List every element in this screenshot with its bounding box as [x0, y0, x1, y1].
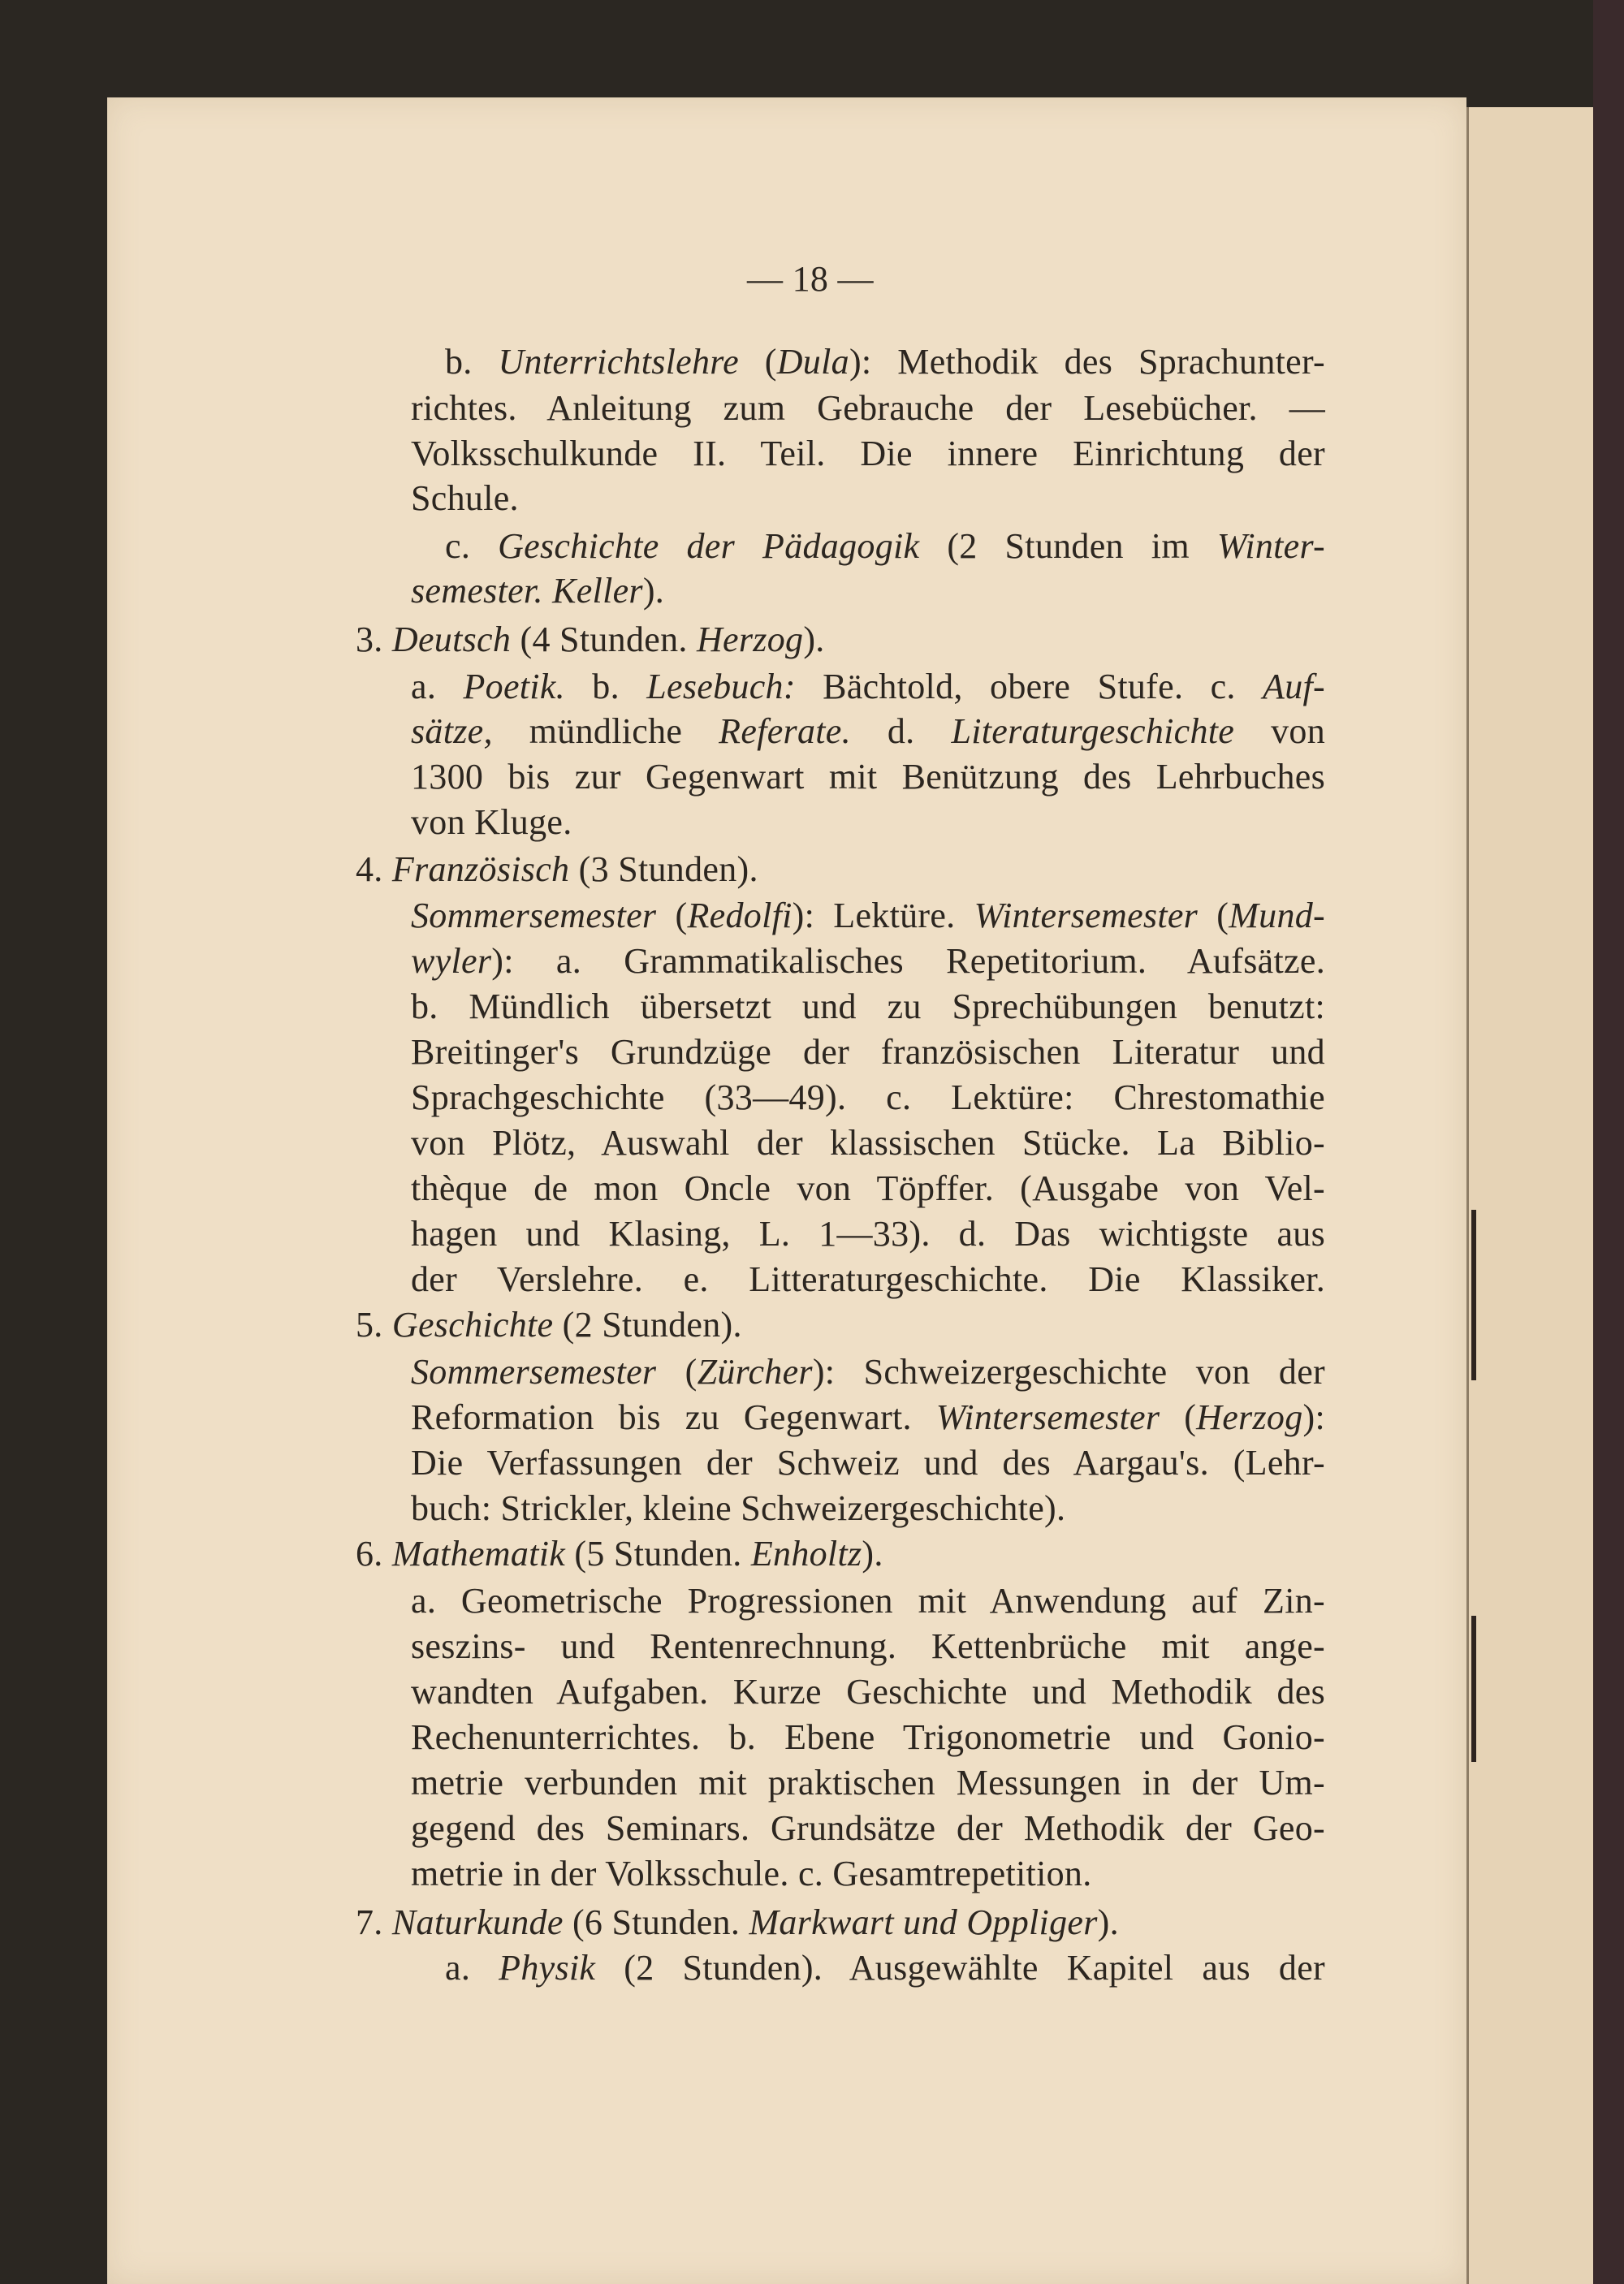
text-run: (2 Stunden im — [919, 526, 1217, 566]
text-line — [411, 1030, 1325, 1075]
text-run: der Verslehre. e. Litteraturgeschichte. Die Klassiker. — [411, 1259, 1325, 1299]
text-line — [411, 1669, 1325, 1715]
text-run: seszins- und Rentenrechnung. Kettenbrüche mit ange- — [411, 1626, 1325, 1666]
text-line — [411, 1486, 1065, 1531]
text-run: (3 Stunden). — [569, 849, 758, 889]
text-line — [411, 476, 519, 521]
text-run: metrie verbunden mit praktischen Messungen in der Um- — [411, 1763, 1325, 1803]
text-run: ). — [642, 571, 665, 611]
binding-mark — [1471, 1210, 1476, 1380]
italic-text: Deutsch — [391, 620, 512, 659]
text-run: Rechenunterrichtes. b. Ebene Trigonometrie und Gonio- — [411, 1717, 1325, 1757]
italic-text: Poetik. — [463, 667, 565, 706]
italic-text: Enholtz — [750, 1534, 862, 1574]
text-run: von Kluge. — [411, 802, 572, 842]
text-line — [411, 1349, 1325, 1395]
text-run: 7. — [356, 1902, 392, 1942]
text-run: ). — [1097, 1902, 1119, 1942]
text-run: (5 Stunden. — [565, 1534, 751, 1574]
italic-text: Naturkunde — [391, 1902, 564, 1942]
text-line — [356, 617, 825, 663]
text-run: ): Lektüre. — [792, 896, 974, 935]
text-run: b. Mündlich übersetzt und zu Sprechübungen benutzt: — [411, 987, 1325, 1026]
text-run: b. — [564, 667, 647, 706]
text-run: wandten Aufgaben. Kurze Geschichte und Methodik des — [411, 1672, 1325, 1712]
text-line — [356, 1900, 1119, 1945]
text-run: 6. — [356, 1534, 392, 1574]
book-cover-edge — [1593, 0, 1624, 2284]
text-run: (6 Stunden. — [563, 1902, 749, 1942]
text-run: Volksschulkunde II. Teil. Die innere Einrichtung der — [411, 434, 1325, 473]
text-run: gegend des Seminars. Grundsätze der Methodik der Geo- — [411, 1808, 1325, 1848]
text-run: 5. — [356, 1305, 392, 1345]
text-line — [411, 1578, 1325, 1624]
text-run: ): a. Grammatikalisches Repetitorium. Aufsätze. — [491, 941, 1325, 981]
text-run: ). — [862, 1534, 883, 1574]
italic-text: Wintersemester — [935, 1397, 1160, 1437]
text-line — [356, 1302, 742, 1348]
text-run: ( — [656, 1352, 698, 1392]
binding-mark — [1471, 1616, 1476, 1762]
italic-text: Physik — [499, 1948, 596, 1988]
text-line — [356, 1531, 883, 1577]
text-run: c. — [445, 526, 499, 566]
italic-text: Winter- — [1216, 526, 1326, 566]
text-line — [411, 1395, 1325, 1440]
text-run: thèque de mon Oncle von Töpffer. (Ausgabe von Vel- — [411, 1168, 1325, 1208]
italic-text: Mathematik — [391, 1534, 566, 1574]
text-line — [411, 664, 1325, 710]
italic-text: Referate. — [719, 711, 851, 751]
italic-text: Geschichte — [391, 1305, 554, 1345]
text-line — [411, 1166, 1325, 1211]
text-line — [411, 1211, 1325, 1257]
italic-text: sätze, — [411, 711, 493, 751]
text-run: Die Verfassungen der Schweiz und des Aargau's. (Lehr- — [411, 1443, 1325, 1483]
text-line — [445, 339, 1325, 385]
text-run: Breitinger's Grundzüge der französischen Literatur und — [411, 1032, 1325, 1072]
text-run: (4 Stunden. — [511, 620, 697, 659]
text-run: a. Geometrische Progressionen mit Anwendung auf Zin- — [411, 1581, 1325, 1621]
italic-text: Herzog — [1196, 1397, 1303, 1437]
text-run: Bächtold, obere Stufe. c. — [795, 667, 1263, 706]
italic-text: Sommersemester — [411, 1352, 657, 1392]
text-run: 1300 bis zur Gegenwart mit Benützung des Lehrbuches — [411, 757, 1325, 797]
italic-text: Französisch — [391, 849, 570, 889]
text-run: ). — [803, 620, 825, 659]
text-line — [411, 1715, 1325, 1760]
italic-text: wyler — [411, 941, 492, 981]
text-run: von — [1234, 711, 1325, 751]
italic-text: Markwart und Oppliger — [749, 1902, 1098, 1942]
text-run: ): Methodik des Sprachunter- — [849, 342, 1325, 382]
text-line — [411, 568, 664, 614]
italic-text: Mund- — [1229, 896, 1325, 935]
text-run: buch: Strickler, kleine Schweizergeschichte). — [411, 1488, 1066, 1528]
text-run: hagen und Klasing, L. 1—33). d. Das wichtigste aus — [411, 1214, 1325, 1254]
text-line — [411, 754, 1325, 800]
text-run: ( — [1160, 1397, 1197, 1437]
facing-page-edge — [1466, 107, 1596, 2284]
italic-text: Lesebuch: — [646, 667, 796, 706]
italic-text: Herzog — [696, 620, 804, 659]
text-line — [411, 431, 1325, 477]
text-run: 3. — [356, 620, 392, 659]
text-line — [411, 1851, 1092, 1897]
text-line — [411, 1806, 1325, 1851]
text-run: ): — [1302, 1397, 1325, 1437]
text-run: b. — [445, 342, 499, 382]
text-run: ( — [1198, 896, 1229, 935]
text-line — [411, 1075, 1325, 1120]
text-line — [445, 524, 1325, 569]
page-number: — 18 — — [747, 259, 874, 299]
text-line — [411, 1440, 1325, 1486]
italic-text: Geschichte der Pädagogik — [498, 526, 920, 566]
text-run: (2 Stunden). Ausgewählte Kapitel aus der — [595, 1948, 1325, 1988]
text-run: metrie in der Volksschule. c. Gesamtrepetition. — [411, 1854, 1092, 1893]
italic-text: Zürcher — [697, 1352, 813, 1392]
italic-text: Unterrichtslehre — [498, 342, 739, 382]
text-line — [411, 1760, 1325, 1806]
text-line — [411, 984, 1325, 1030]
italic-text: Wintersemester — [974, 896, 1199, 935]
italic-text: semester. Keller — [411, 571, 643, 611]
text-run: a. — [445, 1948, 499, 1988]
text-line — [411, 893, 1325, 939]
text-line — [445, 1945, 1325, 1991]
text-line — [411, 1120, 1325, 1166]
italic-text: Auf- — [1263, 667, 1326, 706]
text-line — [411, 386, 1325, 431]
italic-text: Dula — [776, 342, 849, 382]
italic-text: Redolfi — [687, 896, 793, 935]
text-run: richtes. Anleitung zum Gebrauche der Lesebücher. — — [411, 388, 1325, 428]
text-run: von Plötz, Auswahl der klassischen Stücke. La Biblio- — [411, 1123, 1325, 1163]
text-run: Reformation bis zu Gegenwart. — [411, 1397, 936, 1437]
text-line — [356, 847, 758, 892]
text-line — [411, 1624, 1325, 1669]
text-run: ( — [738, 342, 777, 382]
text-run: Schule. — [411, 478, 519, 518]
text-line — [411, 1257, 1325, 1302]
text-run: ( — [656, 896, 688, 935]
text-run: ): Schweizergeschichte von der — [812, 1352, 1325, 1392]
text-run: 4. — [356, 849, 392, 889]
italic-text: Literaturgeschichte — [951, 711, 1235, 751]
text-run: (2 Stunden). — [553, 1305, 742, 1345]
italic-text: Sommersemester — [411, 896, 657, 935]
text-run: mündliche — [492, 711, 719, 751]
text-line — [411, 800, 572, 845]
text-line — [411, 939, 1325, 984]
text-line — [411, 709, 1325, 754]
text-run: a. — [411, 667, 464, 706]
text-run: Sprachgeschichte (33—49). c. Lektüre: Chrestomathie — [411, 1077, 1325, 1117]
text-run: d. — [850, 711, 952, 751]
